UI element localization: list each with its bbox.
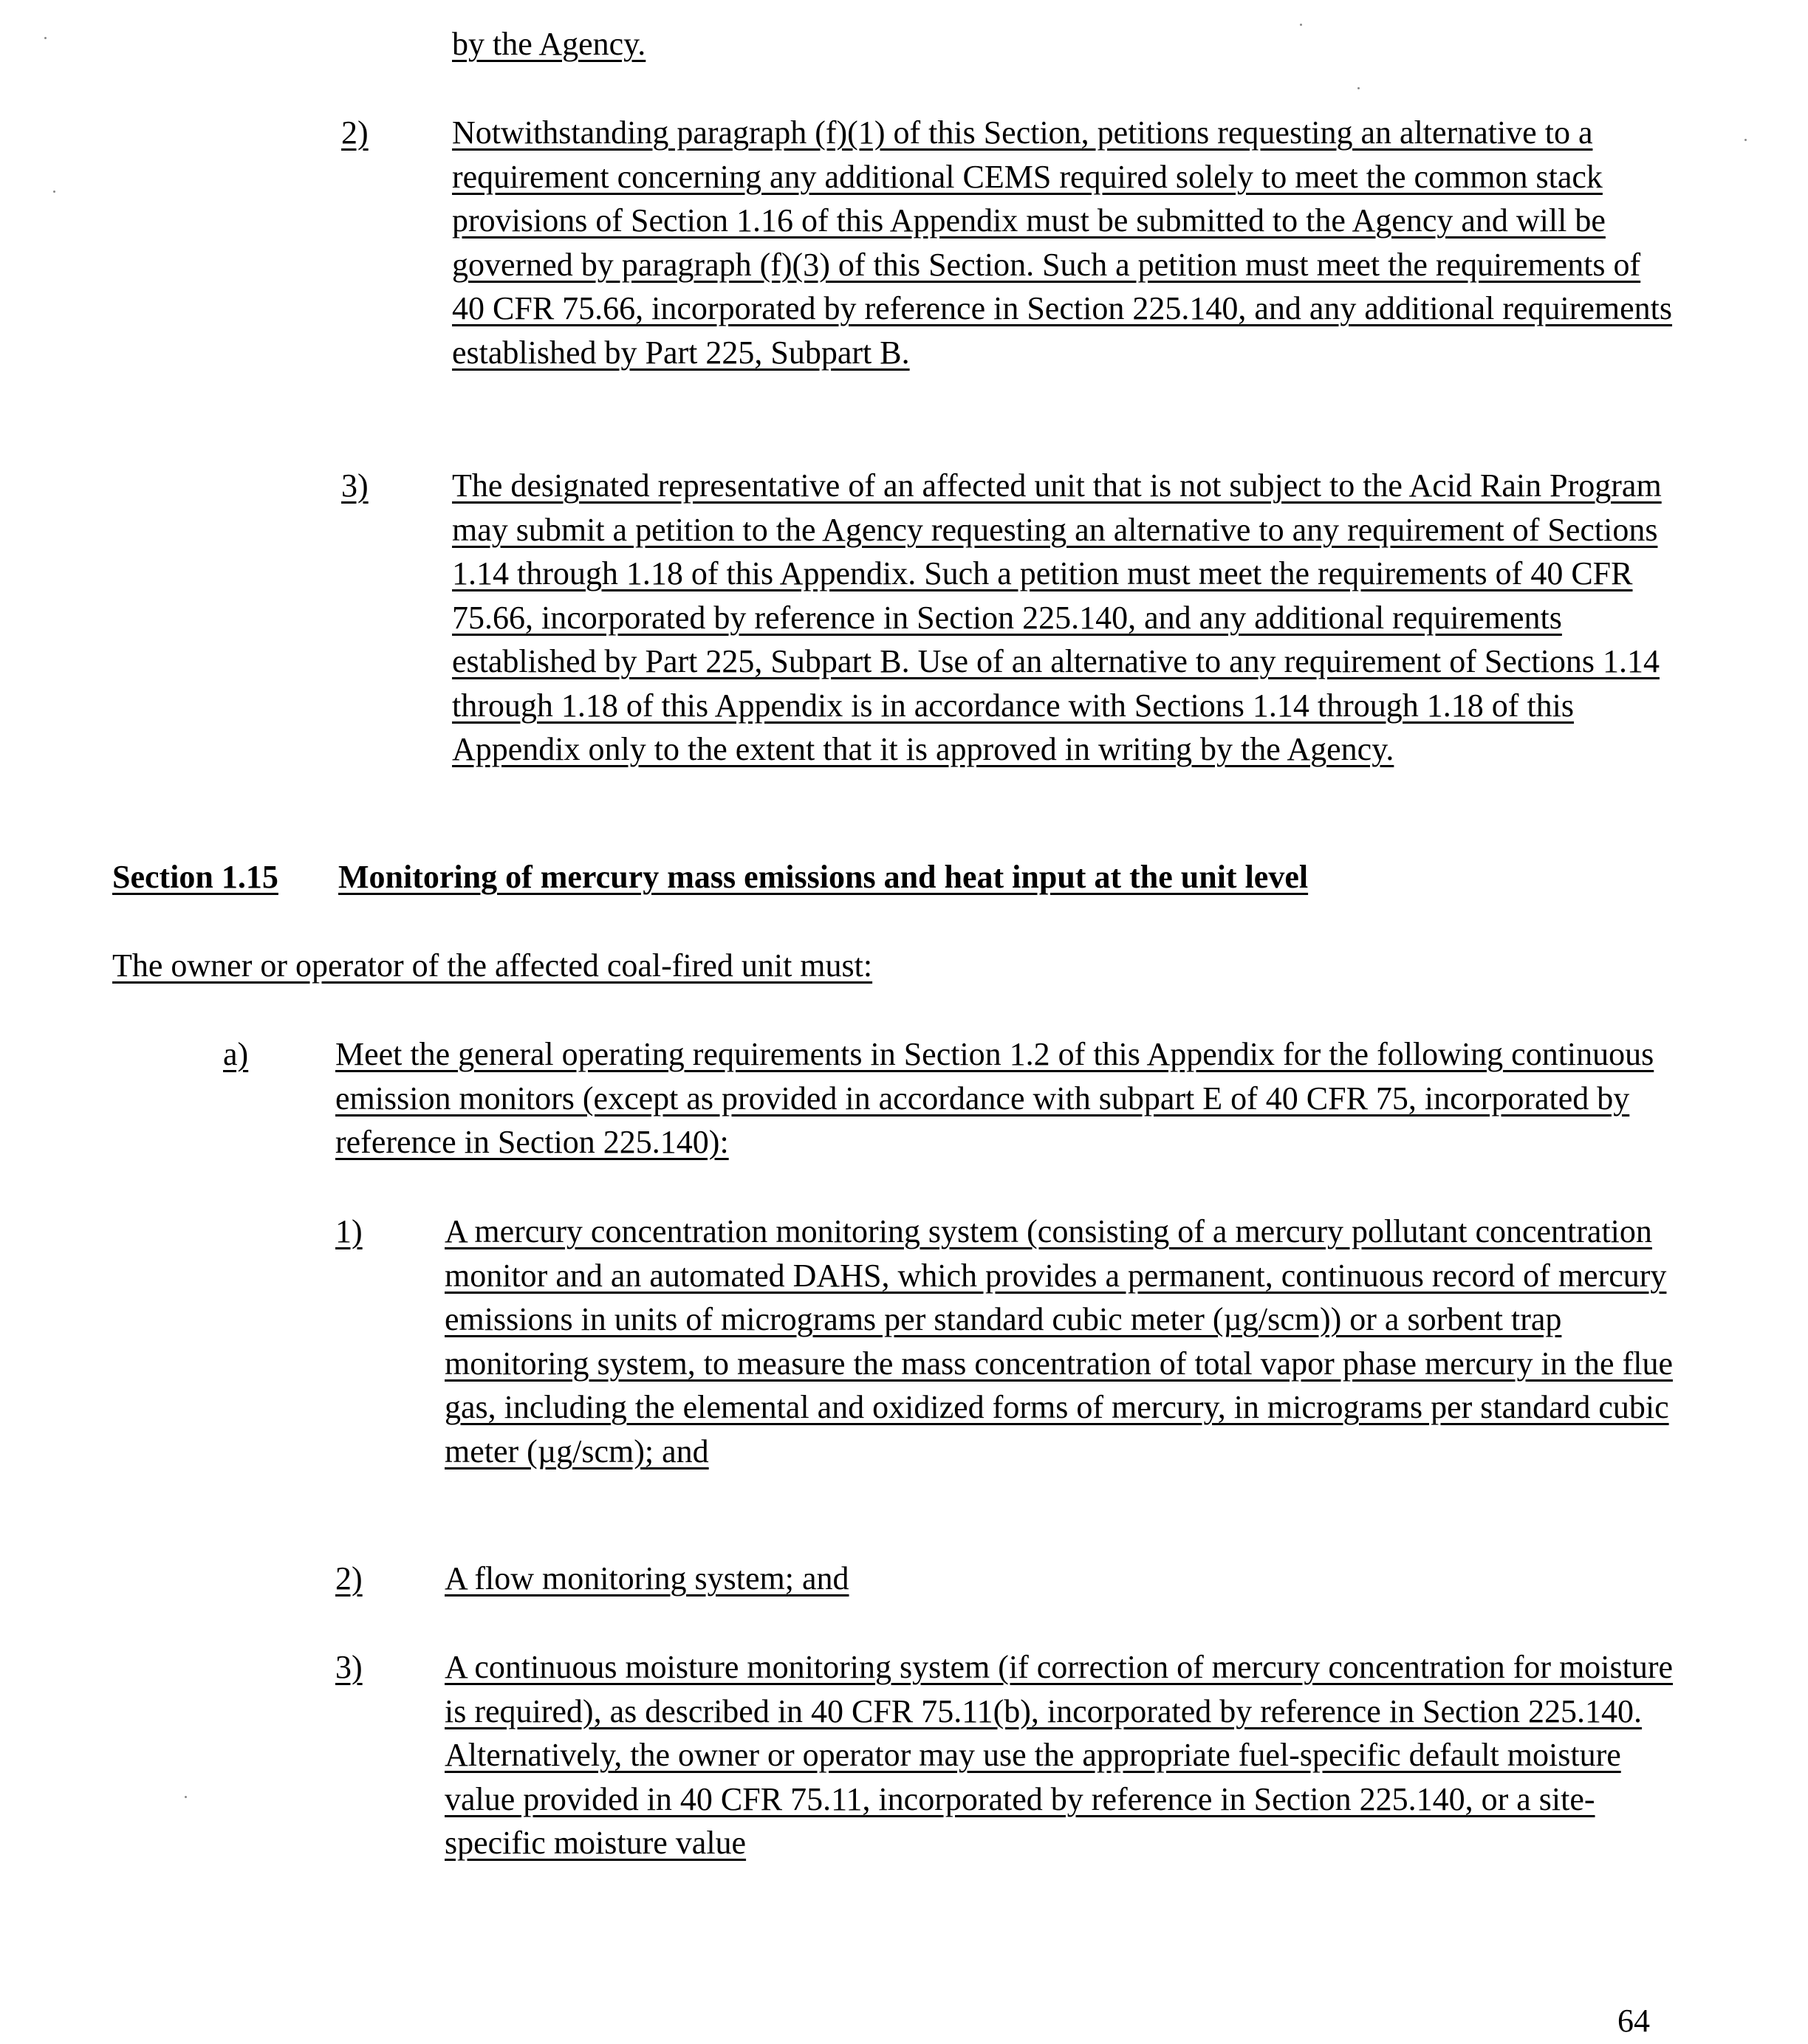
f-item-2-text: Notwithstanding paragraph (f)(1) of this Section, petitions requesting an alternative to a requirement concerning any additional CEMS required solely to meet the common stack provisions of Section 1.16 of this Appendix must be submitted to the Agency and will be governed by paragraph (f)(3) of this Section. Such a petition must meet the requirements of 40 CFR 75.66, incorporated by reference in Section 225.140, and any additional requirements established by Part 225, Subpart B. xyxy=(452,114,1673,371)
subitem-2-text: A flow monitoring system; and xyxy=(445,1560,849,1597)
f-item-3-marker: 3) xyxy=(341,467,369,504)
section-title: Monitoring of mercury mass emissions and heat input at the unit level xyxy=(338,859,1309,895)
subitem-3 xyxy=(445,1645,1678,1865)
section-intro-text: The owner or operator of the affected coal-fired unit must: xyxy=(112,947,873,984)
scan-speck xyxy=(44,37,47,39)
subitem-2 xyxy=(445,1557,1678,1601)
f-item-2 xyxy=(452,111,1678,374)
subitem-3-marker: 3) xyxy=(335,1649,363,1685)
section-number: Section 1.15 xyxy=(112,859,278,895)
section-intro xyxy=(112,944,872,988)
subitem-2-marker: 2) xyxy=(335,1560,363,1597)
subitem-3-text: A continuous moisture monitoring system (if correction of mercury concentration for moisture is required), as described in 40 CFR 75.11(b), incorporated by reference in Section 225.140. Alternatively, the owner or operator may use the appropriate fuel-specific default moisture value provided in 40 CFR 75.11, incorporated by reference in Section 225.140, or a site-specific moisture value xyxy=(445,1649,1674,1861)
top-fragment xyxy=(452,22,1678,66)
section-heading xyxy=(112,855,1308,899)
item-a-text: Meet the general operating requirements in Section 1.2 of this Appendix for the following continuous emission monitors (except as provided in accordance with subpart E of 40 CFR 75, incorporated by reference in Section 225.140): xyxy=(335,1036,1654,1160)
f-item-2-marker: 2) xyxy=(341,114,369,151)
subitem-1 xyxy=(445,1210,1678,1473)
f-item-3 xyxy=(452,464,1678,772)
subitem-1-marker: 1) xyxy=(335,1213,363,1249)
item-a-marker: a) xyxy=(223,1036,249,1072)
item-a xyxy=(335,1032,1678,1165)
subitem-1-text: A mercury concentration monitoring system (consisting of a mercury pollutant concentration monitor and an automated DAHS, which provides a permanent, continuous record of mercury emissions in units of micrograms per standard cubic meter (µg/scm)) or a sorbent trap monitoring system, to measure the mass concentration of total vapor phase mercury in the flue gas, including the elemental and oxidized forms of mercury, in micrograms per standard cubic meter (µg/scm); and xyxy=(445,1213,1673,1469)
scan-speck xyxy=(53,191,55,193)
scan-speck xyxy=(185,1796,187,1798)
scan-speck xyxy=(1357,87,1360,89)
f-item-3-text: The designated representative of an affected unit that is not subject to the Acid Rain Program may submit a petition to the Agency requesting an alternative to any requirement of Sections 1.14 through 1.18 of this Appendix. Such a petition must meet the requirements of 40 CFR 75.66, incorporated by reference in Section 225.140, and any additional requirements established by Part 225, Subpart B. Use of an alternative to any requirement of Sections 1.14 through 1.18 of this Appendix is in accordance with Sections 1.14 through 1.18 of this Appendix only to the extent that it is approved in writing by the Agency. xyxy=(452,467,1662,767)
page-number: 64 xyxy=(1617,2003,1650,2039)
top-fragment-text: by the Agency. xyxy=(452,26,646,62)
scan-speck xyxy=(1744,139,1747,141)
